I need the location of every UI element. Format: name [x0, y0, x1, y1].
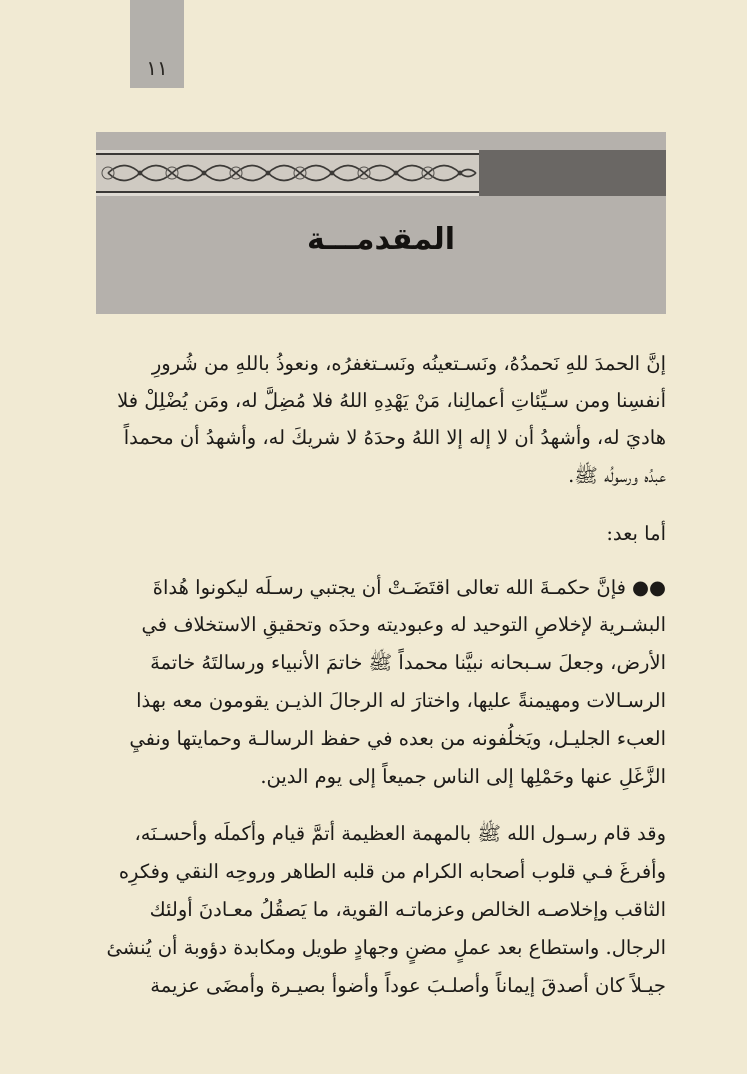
- text-line: الأرض، وجعلَ سـبحانه نبيَّنا محمداً ﷺ خاتمَ الأنبياء ورسالتَهُ خاتمةَ: [150, 651, 666, 674]
- text-line: أنفسِنا ومن سـيِّئاتِ أعمالِنا، مَنْ يَهْدِهِ اللهُ فلا مُضِلَّ له، ومَن يُضْلِلْ فلا: [117, 389, 666, 412]
- text-line-content: فإنَّ حكمـةَ الله تعالى اقتَضَـتْ أن يجتبي رسـلَه ليكونوا هُداةَ: [152, 576, 626, 599]
- text-line: الرسـالات ومهيمنةً عليها، واختارَ له الرجالَ الذيـن يقومون معه بهذا: [136, 689, 666, 712]
- text-line: هاديَ له، وأشهدُ أن لا إله إلا اللهُ وحدَهُ لا شريكَ له، وأشهدُ أن محمداً: [123, 426, 666, 449]
- chapter-title: المقدمـــة: [306, 222, 456, 257]
- text-line: الزَّغَلِ عنها وحَمْلِها إلى الناس جميعاً إلى يوم الدين.: [260, 765, 666, 788]
- after-label: أما بعد:: [606, 522, 666, 545]
- text-line: وقد قام رسـول الله ﷺ بالمهمة العظيمة أتمَّ قيام وأكملَه وأحسـنَه،: [134, 822, 666, 845]
- text-line: [153, 576, 666, 599]
- text-line: العبء الجليـل، ويَخلُفونه من بعده في حفظ الرسالـة وحمايتها ونفيِ: [129, 727, 666, 750]
- text-line: عبدُه ورسولُه ﷺ.: [568, 464, 666, 487]
- page-number: ١١: [146, 56, 168, 80]
- page-number-tab: [130, 0, 184, 88]
- text-line: جيـلاً كان أصدقَ إيماناً وأصلـبَ عوداً وأضوأ بصيـرة وأمضَى عزيمة: [150, 974, 666, 997]
- text-line: الرجال. واستطاع بعد عملٍ مضنٍ وجهادٍ طويل ومكابدة دؤوبة أن يُنشئ: [106, 936, 666, 959]
- text-line: إنَّ الحمدَ للهِ نَحمدُهُ، ونَسـتعينُه ونَسـتغفرُه، ونعوذُ باللهِ من شُرورِ: [151, 352, 666, 375]
- paragraph-bullet: ●●: [631, 576, 666, 599]
- header-dark-band: [479, 150, 666, 196]
- text-line: وأفرغَ فـي قلوب أصحابه الكرام من قلبه الطاهر وروحِه النقي وفكرِه: [118, 860, 666, 883]
- text-line: البشـرية لإخلاصِ التوحيد له وعبوديته وحدَه وتحقيقِ الاستخلاف في: [141, 613, 666, 636]
- text-line: الثاقب وإخلاصـه الخالص وعزماتـه القوية، ما يَصقُلُ معـادنَ أولئك: [149, 898, 666, 921]
- ornamental-border: [96, 150, 479, 196]
